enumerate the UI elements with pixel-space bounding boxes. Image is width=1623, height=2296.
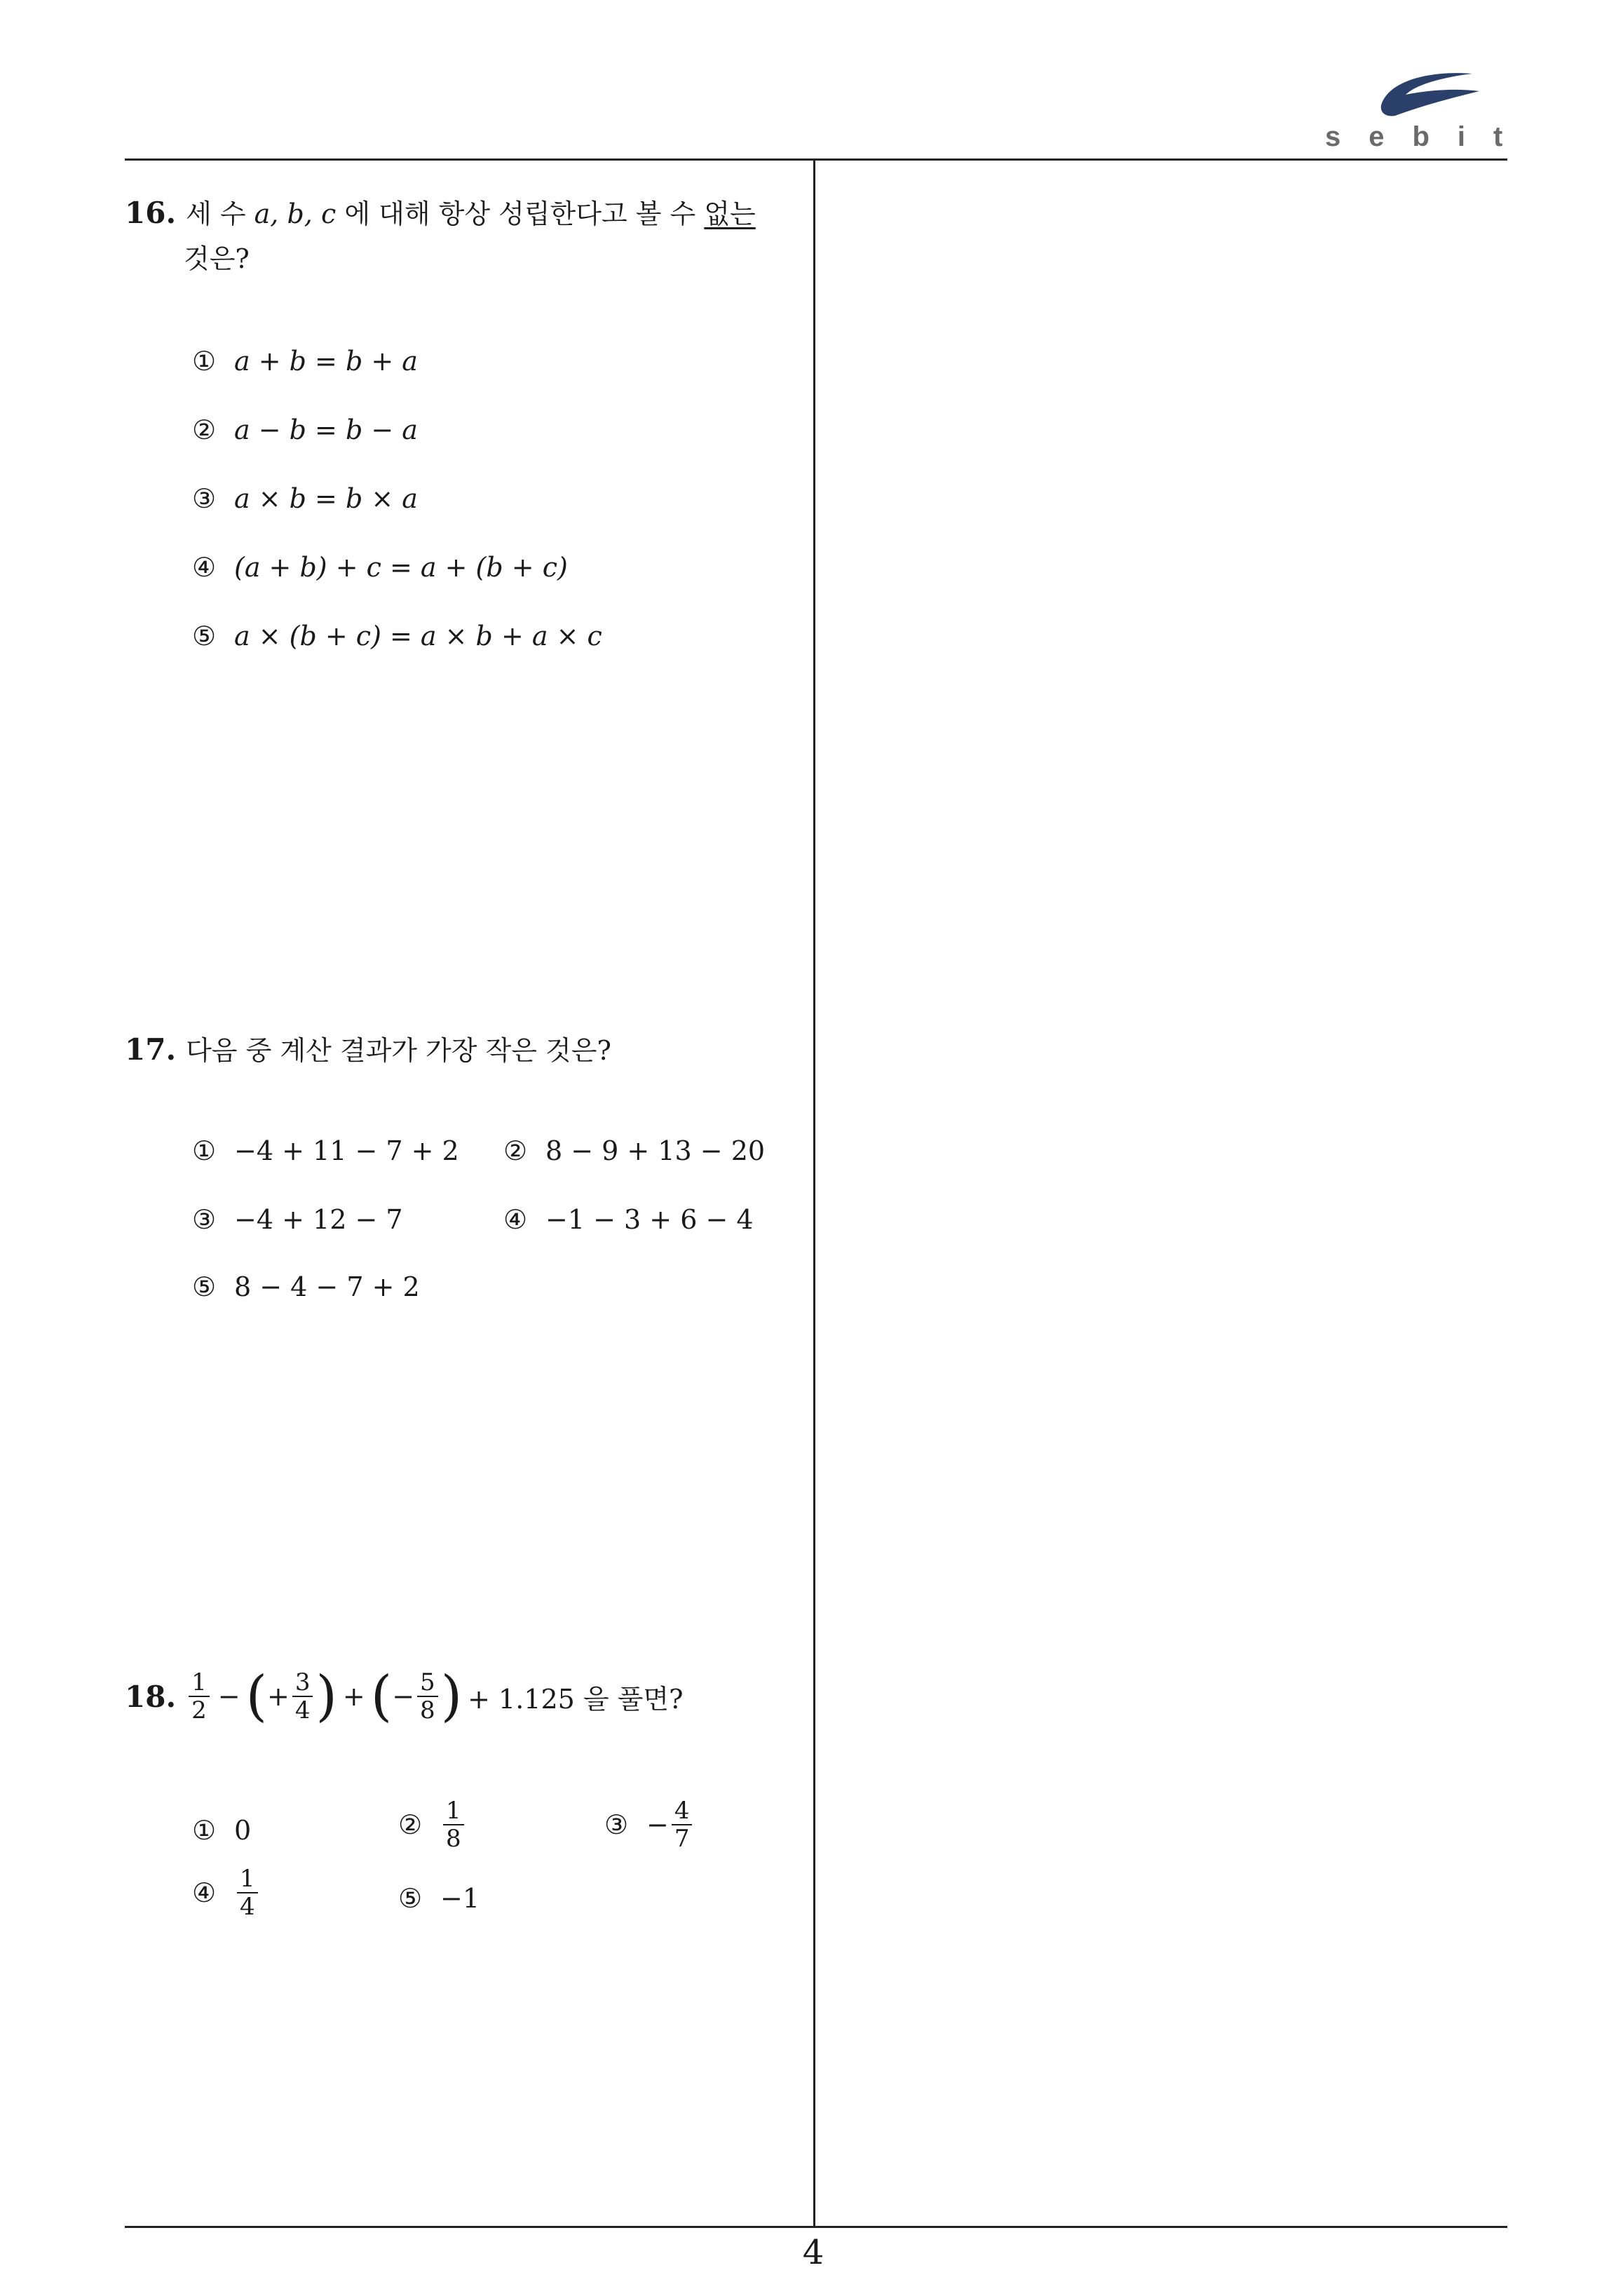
- question-16-stem: [125, 191, 798, 236]
- choice-17-5[interactable]: [192, 1269, 420, 1304]
- numerator: 4: [672, 1797, 693, 1825]
- stem-tail: + 1.125 을 풀면?: [468, 1683, 684, 1715]
- choice-marker: ③: [192, 483, 217, 514]
- choice-text: a − b = b − a: [234, 414, 418, 445]
- choice-17-2[interactable]: [503, 1133, 765, 1168]
- choice-18-1[interactable]: [192, 1813, 251, 1848]
- choice-marker: ④: [192, 1877, 217, 1908]
- page-number: 4: [802, 2233, 824, 2272]
- logo-wordmark: sebit: [1325, 121, 1531, 152]
- choice-text: a × (b + c) = a × b + a × c: [234, 621, 602, 651]
- fraction: [189, 1669, 210, 1724]
- choice-17-4[interactable]: [503, 1202, 754, 1237]
- fraction: [672, 1797, 693, 1852]
- denominator: 4: [294, 1696, 311, 1724]
- right-paren: ): [440, 1665, 463, 1728]
- choice-marker: ①: [192, 346, 217, 377]
- stem-text: 다음 중 계산 결과가 가장 작은 것은?: [186, 1035, 611, 1066]
- choice-marker: ④: [503, 1204, 528, 1235]
- numerator: 5: [417, 1669, 438, 1697]
- denominator: 8: [446, 1825, 461, 1853]
- choice-marker: ①: [192, 1815, 217, 1846]
- numerator: 1: [443, 1797, 464, 1825]
- choice-marker: ②: [503, 1135, 528, 1166]
- choice-16-2[interactable]: [192, 412, 418, 447]
- question-18: [125, 1665, 684, 1728]
- sebit-logo: [1325, 67, 1531, 152]
- choice-text: a × b = b × a: [234, 483, 418, 514]
- question-16: [125, 191, 798, 281]
- numerator: 3: [292, 1669, 313, 1697]
- left-paren: (: [370, 1665, 393, 1728]
- sign: +: [267, 1681, 290, 1712]
- choice-18-5[interactable]: [398, 1881, 480, 1916]
- question-number: 17.: [125, 1032, 177, 1067]
- fraction: [443, 1797, 464, 1852]
- choice-marker: ⑤: [192, 1271, 217, 1302]
- numerator: 1: [189, 1669, 210, 1697]
- choice-text: 8 − 9 + 13 − 20: [545, 1135, 766, 1166]
- choice-marker: ④: [192, 552, 217, 583]
- choice-16-5[interactable]: [192, 619, 602, 654]
- stem-emphasis: 없는: [704, 198, 756, 229]
- stem-variables: a, b, c: [254, 198, 337, 229]
- choice-marker: ⑤: [192, 621, 217, 651]
- choice-text: −4 + 11 − 7 + 2: [234, 1135, 459, 1166]
- choice-18-3[interactable]: [604, 1797, 695, 1852]
- fraction: [292, 1669, 313, 1724]
- right-paren: ): [315, 1665, 337, 1728]
- choice-18-2[interactable]: [398, 1797, 467, 1852]
- operator: +: [342, 1681, 365, 1712]
- choice-text: −4 + 12 − 7: [234, 1204, 403, 1235]
- choice-16-4[interactable]: [192, 550, 568, 585]
- header-rule: [125, 158, 1507, 161]
- question-number: 18.: [125, 1679, 177, 1714]
- choice-16-3[interactable]: [192, 481, 418, 516]
- sign: −: [646, 1809, 669, 1840]
- denominator: 8: [420, 1696, 435, 1724]
- choice-marker: ①: [192, 1135, 217, 1166]
- denominator: 7: [674, 1825, 690, 1853]
- sebit-swoosh-icon: [1367, 67, 1486, 123]
- choice-18-4[interactable]: [192, 1865, 261, 1920]
- choice-text: −1 − 3 + 6 − 4: [545, 1204, 754, 1235]
- stem-text: 에 대해 항상 성립한다고 볼 수: [336, 198, 705, 229]
- choice-17-3[interactable]: [192, 1202, 403, 1237]
- stem-text: 세 수: [186, 198, 254, 229]
- choice-marker: ③: [192, 1204, 217, 1235]
- choice-marker: ③: [604, 1809, 629, 1840]
- choice-text: 8 − 4 − 7 + 2: [234, 1271, 420, 1302]
- denominator: 2: [191, 1696, 207, 1724]
- left-paren: (: [245, 1665, 267, 1728]
- question-number: 16.: [125, 196, 177, 230]
- question-17: [125, 1027, 798, 1073]
- choice-marker: ②: [398, 1809, 423, 1840]
- choice-17-1[interactable]: [192, 1133, 459, 1168]
- fraction: [417, 1669, 438, 1724]
- denominator: 4: [240, 1893, 255, 1921]
- fraction: [237, 1865, 258, 1920]
- choice-text: (a + b) + c = a + (b + c): [234, 552, 568, 583]
- choice-marker: ②: [192, 414, 217, 445]
- sign: −: [392, 1681, 415, 1712]
- choice-16-1[interactable]: [192, 344, 418, 379]
- choice-marker: ⑤: [398, 1883, 423, 1914]
- footer-rule: [125, 2226, 1507, 2228]
- choice-text: −1: [440, 1883, 480, 1914]
- operator: −: [217, 1681, 240, 1712]
- numerator: 1: [237, 1865, 258, 1893]
- choice-text: 0: [234, 1815, 252, 1846]
- choice-text: a + b = b + a: [234, 346, 418, 377]
- stem-text-line2: 것은?: [184, 243, 250, 274]
- column-divider: [813, 158, 815, 2227]
